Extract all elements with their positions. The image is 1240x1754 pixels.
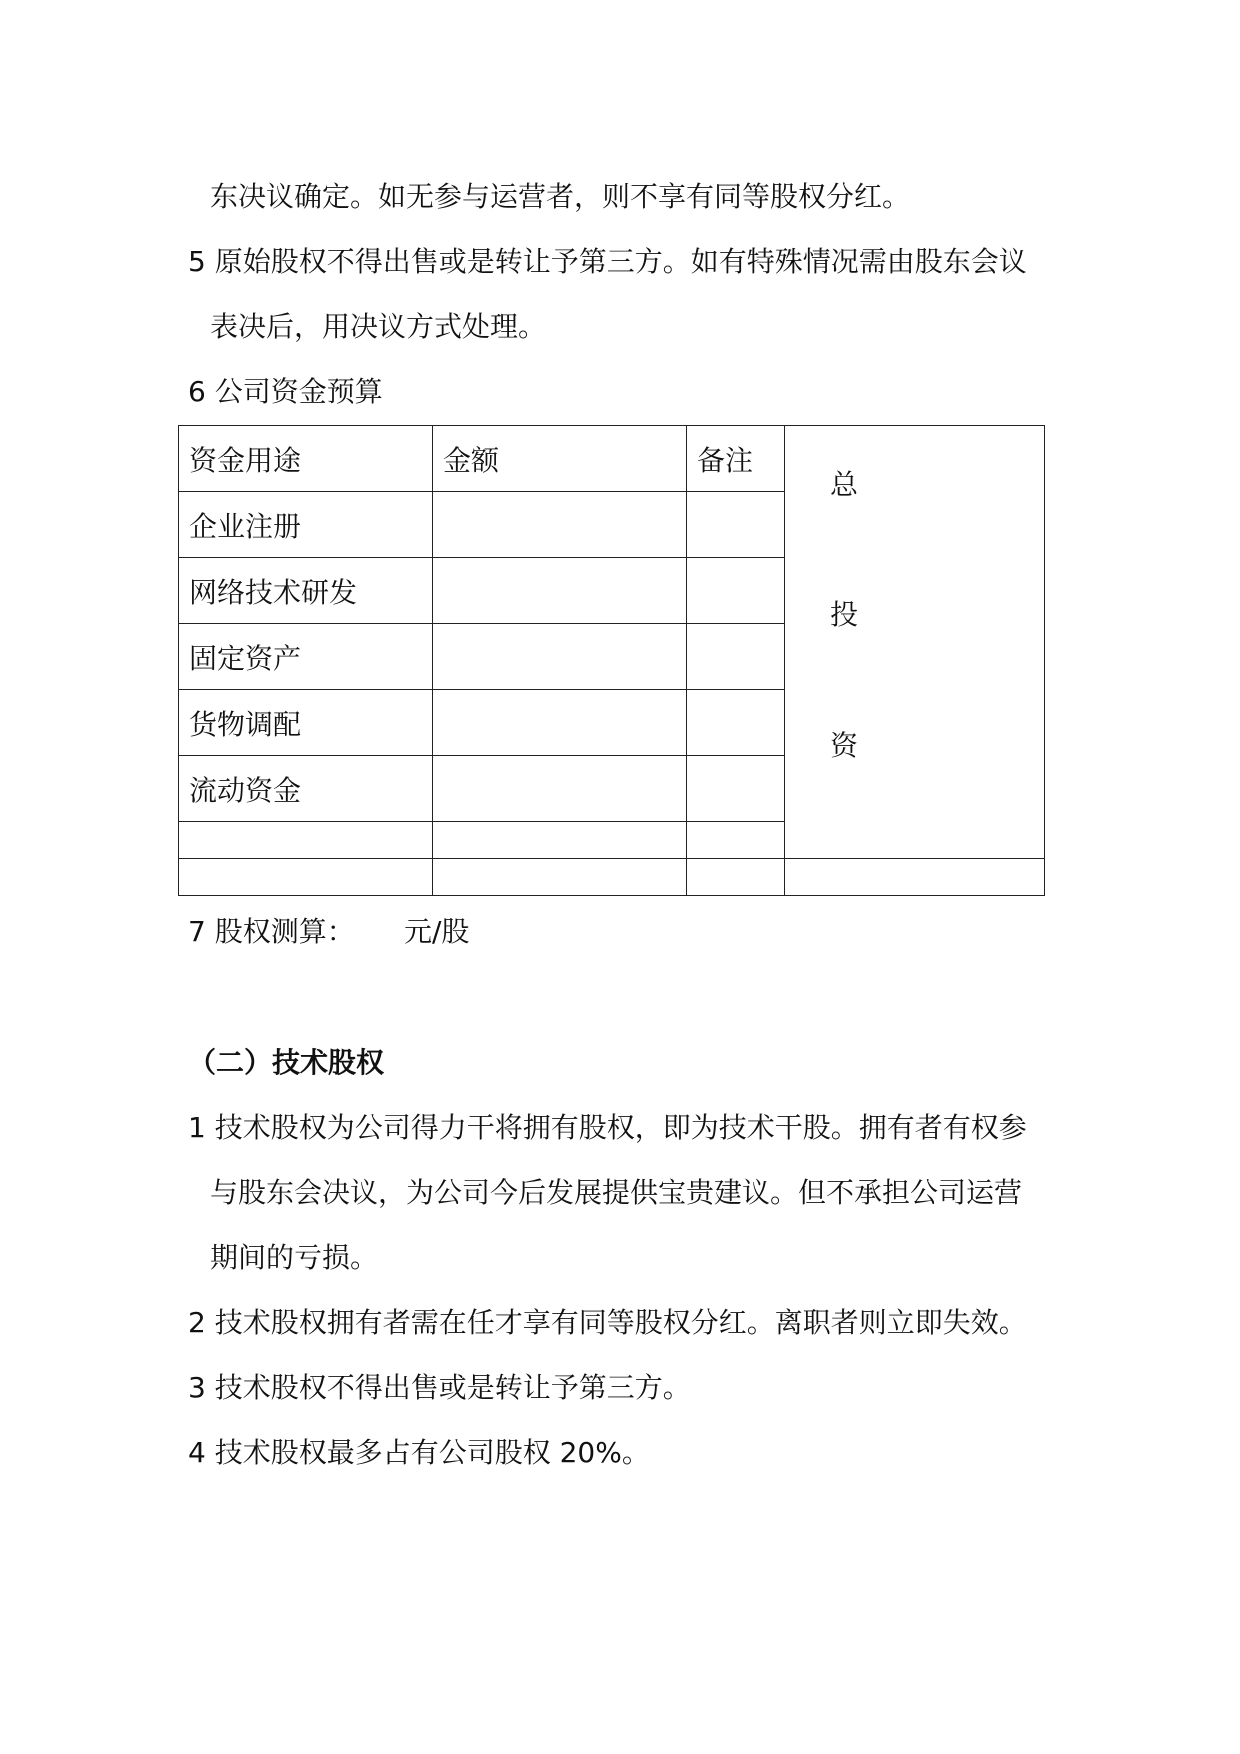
total-investment-cell — [785, 426, 1045, 859]
section-title: （二）技术股权 — [188, 1046, 385, 1079]
cell-amount — [433, 624, 687, 690]
total-investment-char-2: 投 — [830, 598, 859, 631]
cell-note — [687, 690, 785, 756]
cell-use: 流动资金 — [179, 756, 433, 822]
cell-note — [687, 859, 785, 896]
clause-7-label: 7 股权测算： — [188, 915, 355, 948]
tech-clause-2: 2 技术股权拥有者需在任才享有同等股权分红。离职者则立即失效。 — [188, 1306, 1027, 1339]
clause-7-unit: 元/股 — [404, 915, 470, 948]
cell-note — [687, 822, 785, 859]
cell-amount — [433, 558, 687, 624]
cell-use — [179, 859, 433, 896]
cell-use: 企业注册 — [179, 492, 433, 558]
cell-amount — [433, 756, 687, 822]
table-header-row — [179, 426, 1045, 492]
cell-note — [687, 558, 785, 624]
budget-table — [178, 425, 1045, 896]
cell-note — [687, 624, 785, 690]
total-investment-char-1: 总 — [830, 468, 859, 501]
cell-amount — [433, 859, 687, 896]
tech-clause-1-line-2: 与股东会决议，为公司今后发展提供宝贵建议。但不承担公司运营 — [210, 1176, 1023, 1209]
cell-note — [687, 756, 785, 822]
clause-5-line-1: 5 原始股权不得出售或是转让予第三方。如有特殊情况需由股东会议 — [188, 245, 1027, 278]
total-investment-value — [785, 859, 1045, 896]
tech-clause-1-line-1: 1 技术股权为公司得力干将拥有股权，即为技术干股。拥有者有权参 — [188, 1111, 1027, 1144]
cell-amount — [433, 492, 687, 558]
cell-use — [179, 822, 433, 859]
table-row — [179, 859, 1045, 896]
cell-amount — [433, 822, 687, 859]
header-note: 备注 — [687, 426, 785, 492]
tech-clause-1-line-3: 期间的亏损。 — [210, 1241, 379, 1274]
total-investment-char-3: 资 — [830, 729, 859, 762]
header-amount: 金额 — [433, 426, 687, 492]
tech-clause-3: 3 技术股权不得出售或是转让予第三方。 — [188, 1371, 691, 1404]
cell-use: 货物调配 — [179, 690, 433, 756]
paragraph-continuation: 东决议确定。如无参与运营者，则不享有同等股权分红。 — [210, 180, 911, 213]
tech-clause-4: 4 技术股权最多占有公司股权 20%。 — [188, 1436, 650, 1469]
clause-5-line-2: 表决后，用决议方式处理。 — [210, 310, 547, 343]
clause-6-heading: 6 公司资金预算 — [188, 375, 383, 408]
header-fund-use: 资金用途 — [179, 426, 433, 492]
cell-amount — [433, 690, 687, 756]
cell-use: 网络技术研发 — [179, 558, 433, 624]
cell-use: 固定资产 — [179, 624, 433, 690]
cell-note — [687, 492, 785, 558]
